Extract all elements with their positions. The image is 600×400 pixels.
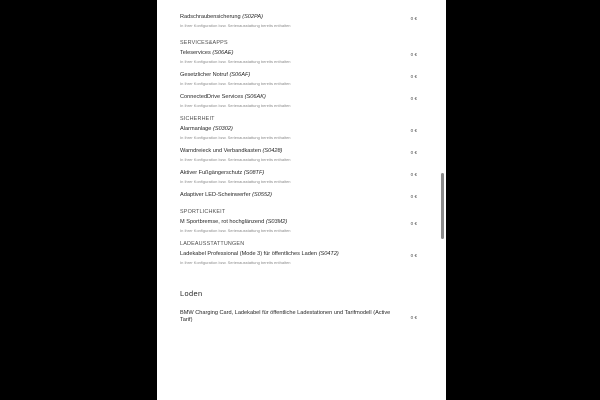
item-note: In Ihrer Konfiguration bzw. Serienausstattung bereits enthalten bbox=[180, 228, 291, 233]
list-item bbox=[180, 192, 425, 199]
list-item bbox=[180, 170, 425, 184]
list-item bbox=[180, 251, 425, 265]
item-note: In Ihrer Konfiguration bzw. Serienausstattung bereits enthalten bbox=[180, 260, 291, 265]
item-code: (S08TF) bbox=[243, 170, 265, 176]
item-code: (S06AK) bbox=[244, 94, 266, 100]
item-note: In Ihrer Konfiguration bzw. Serienausstattung bereits enthalten bbox=[180, 103, 291, 108]
item-name: Ladekabel Professional (Mode 3) für öffentliches Laden (S04T2) bbox=[180, 251, 339, 257]
item-note: In Ihrer Konfiguration bzw. Serienausstattung bereits enthalten bbox=[180, 157, 291, 162]
item-name: Teleservices (S06AE) bbox=[180, 50, 234, 56]
item-price: 0 € bbox=[410, 16, 417, 21]
item-price: 0 € bbox=[410, 96, 417, 101]
item-price: 0 € bbox=[410, 315, 417, 320]
item-name: Gesetzlicher Notruf (S06AF) bbox=[180, 72, 251, 78]
item-price: 0 € bbox=[410, 74, 417, 79]
item-code: (S04T2) bbox=[318, 251, 339, 257]
item-price: 0 € bbox=[410, 194, 417, 199]
item-code: (S06AF) bbox=[229, 72, 251, 78]
scrollbar-thumb[interactable] bbox=[441, 173, 444, 239]
item-name: ConnectedDrive Services (S06AK) bbox=[180, 94, 266, 100]
item-name: Adaptiver LED-Scheinwerfer (S0552) bbox=[180, 192, 273, 198]
item-price: 0 € bbox=[410, 221, 417, 226]
list-item bbox=[180, 14, 425, 28]
item-note: In Ihrer Konfiguration bzw. Serienausstattung bereits enthalten bbox=[180, 179, 291, 184]
item-note: In Ihrer Konfiguration bzw. Serienausstattung bereits enthalten bbox=[180, 59, 291, 64]
options-list bbox=[180, 10, 425, 324]
item-code: (S0428) bbox=[262, 148, 283, 154]
vertical-scrollbar[interactable] bbox=[440, 0, 446, 400]
item-name: M Sportbremse, rot hochglänzend (S03M2) bbox=[180, 219, 288, 225]
config-summary-page bbox=[157, 0, 440, 400]
item-code: (S0302) bbox=[212, 126, 233, 132]
list-item bbox=[180, 219, 425, 233]
list-item bbox=[180, 72, 425, 86]
item-name: Aktiver Fußgängerschutz (S08TF) bbox=[180, 170, 265, 176]
item-code: (S03M2) bbox=[265, 219, 288, 225]
list-item bbox=[180, 310, 425, 324]
list-item bbox=[180, 94, 425, 108]
item-price: 0 € bbox=[410, 150, 417, 155]
item-name: BMW Charging Card, Ladekabel für öffentliche Ladestationen und Tarifmodell (Active Tarif) bbox=[180, 310, 391, 323]
list-item bbox=[180, 126, 425, 140]
section-heading-sicherheit: SICHERHEIT bbox=[180, 116, 215, 122]
item-note: In Ihrer Konfiguration bzw. Serienausstattung bereits enthalten bbox=[180, 135, 291, 140]
item-code: (S0552) bbox=[252, 192, 273, 198]
item-price: 0 € bbox=[410, 253, 417, 258]
list-item bbox=[180, 50, 425, 64]
item-note: In Ihrer Konfiguration bzw. Serienausstattung bereits enthalten bbox=[180, 23, 291, 28]
item-name: Alarmanlage (S0302) bbox=[180, 126, 233, 132]
item-price: 0 € bbox=[410, 172, 417, 177]
list-item bbox=[180, 148, 425, 162]
item-name: Warndreieck und Verbandkasten (S0428) bbox=[180, 148, 283, 154]
item-code: (S06AE) bbox=[212, 50, 234, 56]
item-price: 0 € bbox=[410, 52, 417, 57]
item-name: Radschraubensicherung (S02PA) bbox=[180, 14, 263, 20]
item-code: (S02PA) bbox=[242, 14, 263, 20]
section-heading-ladeausstattungen: LADEAUSSTATTUNGEN bbox=[180, 241, 245, 247]
section-heading-loden: Loden bbox=[180, 289, 203, 298]
section-heading-services-apps: SERVICES&APPS bbox=[180, 40, 228, 46]
item-note: In Ihrer Konfiguration bzw. Serienausstattung bereits enthalten bbox=[180, 81, 291, 86]
item-price: 0 € bbox=[410, 128, 417, 133]
section-heading-sportlichkeit: SPORTLICHKEIT bbox=[180, 209, 226, 215]
